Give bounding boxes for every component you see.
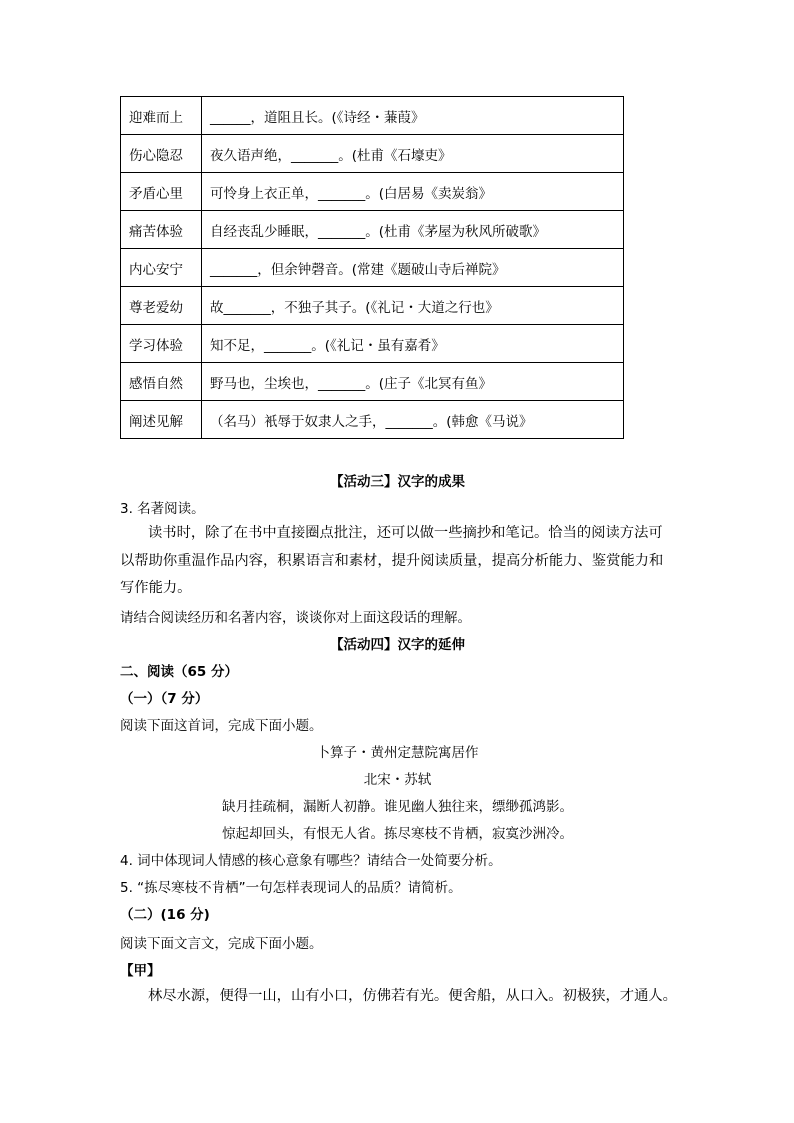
table-row — [121, 287, 624, 325]
activity3-heading: 【活动三】汉字的成果 — [330, 474, 465, 490]
row-content: 夜久语声绝，_______。(杜甫《石壕吏》 — [202, 135, 624, 173]
row-content: 故_______，不独子其子。(《礼记・大道之行也》 — [202, 287, 624, 325]
jia-label: 【甲】 — [120, 963, 161, 979]
table-row — [121, 97, 624, 135]
row-content: 知不足，_______。(《礼记・虽有嘉肴》 — [202, 325, 624, 363]
part1-label: （一）（7 分） — [120, 691, 209, 707]
question3-paragraph: 读书时，除了在书中直接圈点批注，还可以做一些摘抄和笔记。恰当的阅读方法可以帮助你重温作品内容，积累语言和素材，提升阅读质量，提高分析能力、鉴赏能力和写作能力。 — [120, 525, 664, 596]
row-content: （名马）衹辱于奴隶人之手，_______。(韩愈《马说》 — [202, 401, 624, 439]
activity4-heading: 【活动四】汉字的延伸 — [330, 637, 465, 653]
row-topic: 阐述见解 — [121, 401, 202, 439]
row-topic: 痛苦体验 — [121, 211, 202, 249]
row-topic: 感悟自然 — [121, 363, 202, 401]
row-content: 自经丧乱少睡眠，_______。(杜甫《茅屋为秋风所破歌》 — [202, 211, 624, 249]
row-content: 野马也，尘埃也，_______。(庄子《北冥有鱼》 — [202, 363, 624, 401]
row-topic: 尊老爱幼 — [121, 287, 202, 325]
part1-instruction: 阅读下面这首词，完成下面小题。 — [120, 718, 323, 734]
row-content: 可怜身上衣正单，_______。(白居易《卖炭翁》 — [202, 173, 624, 211]
part2-label: （二）(16 分) — [120, 907, 210, 923]
table-row — [121, 135, 624, 173]
row-content: ______，道阻且长。(《诗经・蒹葭》 — [202, 97, 624, 135]
question3-title: 3. 名著阅读。 — [120, 501, 205, 517]
section2-heading: 二、阅读（65 分） — [120, 664, 238, 680]
jia-text: 林尽水源，便得一山，山有小口，仿佛若有光。便舍船，从口入。初极狭，才通人。 — [148, 988, 677, 1004]
poem-author: 北宋・苏轼 — [363, 772, 432, 788]
poem-line-1: 缺月挂疏桐，漏断人初静。谁见幽人独往来，缥缈孤鸿影。 — [222, 799, 573, 815]
question3-prompt: 请结合阅读经历和名著内容，谈谈你对上面这段话的理解。 — [120, 610, 471, 626]
row-topic: 学习体验 — [121, 325, 202, 363]
row-topic: 伤心隐忍 — [121, 135, 202, 173]
table-row — [121, 211, 624, 249]
table-row — [121, 249, 624, 287]
table-row — [121, 325, 624, 363]
table-row — [121, 173, 624, 211]
question5: 5. “拣尽寒枝不肯栖”一句怎样表现词人的品质？请简析。 — [120, 880, 462, 896]
row-topic: 矛盾心里 — [121, 173, 202, 211]
row-topic: 迎难而上 — [121, 97, 202, 135]
table-row — [121, 401, 624, 439]
question4: 4. 词中体现词人情感的核心意象有哪些？请结合一处简要分析。 — [120, 853, 502, 869]
row-content: _______，但余钟磬音。(常建《题破山寺后禅院》 — [202, 249, 624, 287]
row-topic: 内心安宁 — [121, 249, 202, 287]
poem-recitation-table — [120, 96, 624, 439]
part2-instruction: 阅读下面文言文，完成下面小题。 — [120, 936, 323, 952]
poem-title: 卜算子・黄州定慧院寓居作 — [316, 745, 479, 761]
table-row — [121, 363, 624, 401]
poem-line-2: 惊起却回头，有恨无人省。拣尽寒枝不肯栖，寂寞沙洲冷。 — [222, 826, 573, 842]
